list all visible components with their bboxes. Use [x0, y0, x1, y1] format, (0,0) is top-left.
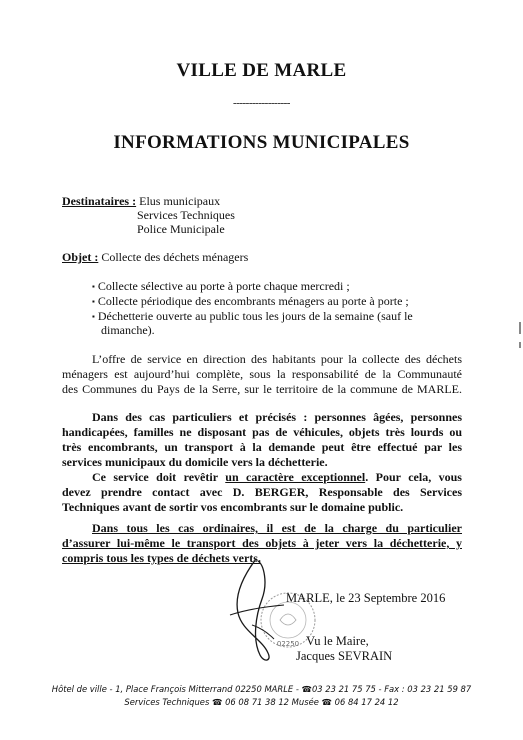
document-title: VILLE DE MARLE — [176, 60, 347, 81]
paragraph-line: Techniques avant de sortir vos encombrants sur le domaine public. — [62, 500, 404, 514]
list-item — [92, 294, 409, 309]
signature-role: Vu le Maire, — [306, 634, 369, 648]
paragraph-line: d’assurer lui-même le transport des objets à jeter vers la déchetterie, y — [62, 536, 462, 550]
paragraph-line: Dans des cas particuliers et précisés : personnes âgées, personnes — [92, 410, 462, 424]
title-separator: ------------------ — [233, 97, 290, 109]
list-item-text: Collecte sélective au porte à porte chaque mercredi ; — [97, 279, 350, 293]
scan-edge-mark — [519, 342, 521, 348]
paragraph-service-offer — [62, 352, 462, 397]
document-subtitle: INFORMATIONS MUNICIPALES — [113, 132, 410, 153]
signature-date-line: MARLE, le 23 Septembre 2016 — [286, 591, 446, 605]
paragraph-line: ménagers est aujourd’hui complète, sous la responsabilité de la Communauté — [62, 367, 462, 381]
paragraph-line: compris tous les types de déchets verts. — [62, 551, 261, 565]
list-item-text: Déchetterie ouverte au public tous les jours de la semaine (sauf le — [97, 309, 413, 323]
list-item — [92, 309, 413, 324]
recipients-label: Destinataires : — [62, 194, 137, 208]
paragraph-exceptional — [62, 470, 462, 515]
footer-contacts: Services Techniques ☎ 06 08 71 38 12 Musée ☎ 06 84 17 24 12 — [124, 697, 399, 707]
paragraph-line: Dans tous les cas ordinaires, il est de la charge du particulier — [92, 521, 462, 535]
paragraph-line: L’offre de service en direction des habitants pour la collecte des déchets — [92, 352, 462, 366]
list-item — [92, 279, 350, 294]
scan-edge-mark — [519, 322, 521, 334]
paragraph-special-cases — [62, 410, 462, 470]
text-run: . Pour cela, vous — [365, 470, 462, 484]
recipient-item: Police Municipale — [137, 222, 225, 236]
signature-name: Jacques SEVRAIN — [296, 649, 393, 663]
paragraph-line: services municipaux du domicile vers la déchetterie. — [62, 455, 328, 469]
paragraph-line: devez prendre contact avec D. BERGER, Responsable des Services — [62, 485, 462, 499]
emphasis-text: un caractère exceptionnel — [225, 470, 366, 484]
recipient-item: Elus municipaux — [139, 194, 221, 208]
recipients-row — [62, 194, 220, 208]
list-item-continuation: dimanche). — [101, 323, 155, 337]
bullet-icon: ▪ — [92, 297, 95, 306]
paragraph-line: très encombrants, un transport à la demande peut être effectué par les — [62, 440, 462, 454]
object-text: Collecte des déchets ménagers — [101, 250, 249, 264]
bullet-icon: ▪ — [92, 282, 95, 291]
text-run: Ce service doit revêtir — [92, 470, 226, 484]
object-label: Objet : — [62, 250, 99, 264]
bullet-icon: ▪ — [92, 312, 95, 321]
paragraph-line: handicapées, familles ne disposant pas de véhicules, objets très lourds ou — [62, 425, 462, 439]
list-item-text: Collecte périodique des encombrants ménagers au porte à porte ; — [97, 294, 409, 308]
paragraph-line — [62, 470, 462, 485]
recipient-item: Services Techniques — [137, 208, 235, 222]
stamp-code: 02250 — [276, 640, 300, 648]
paragraph-line: des Communes du Pays de la Serre, sur le territoire de la commune de MARLE. — [62, 382, 462, 396]
object-row — [62, 250, 248, 264]
handwritten-signature — [222, 555, 292, 665]
footer-address: Hôtel de ville - 1, Place François Mitterrand 02250 MARLE - ☎03 23 21 75 75 - Fax : 03 23 21 59 87 — [51, 684, 472, 694]
